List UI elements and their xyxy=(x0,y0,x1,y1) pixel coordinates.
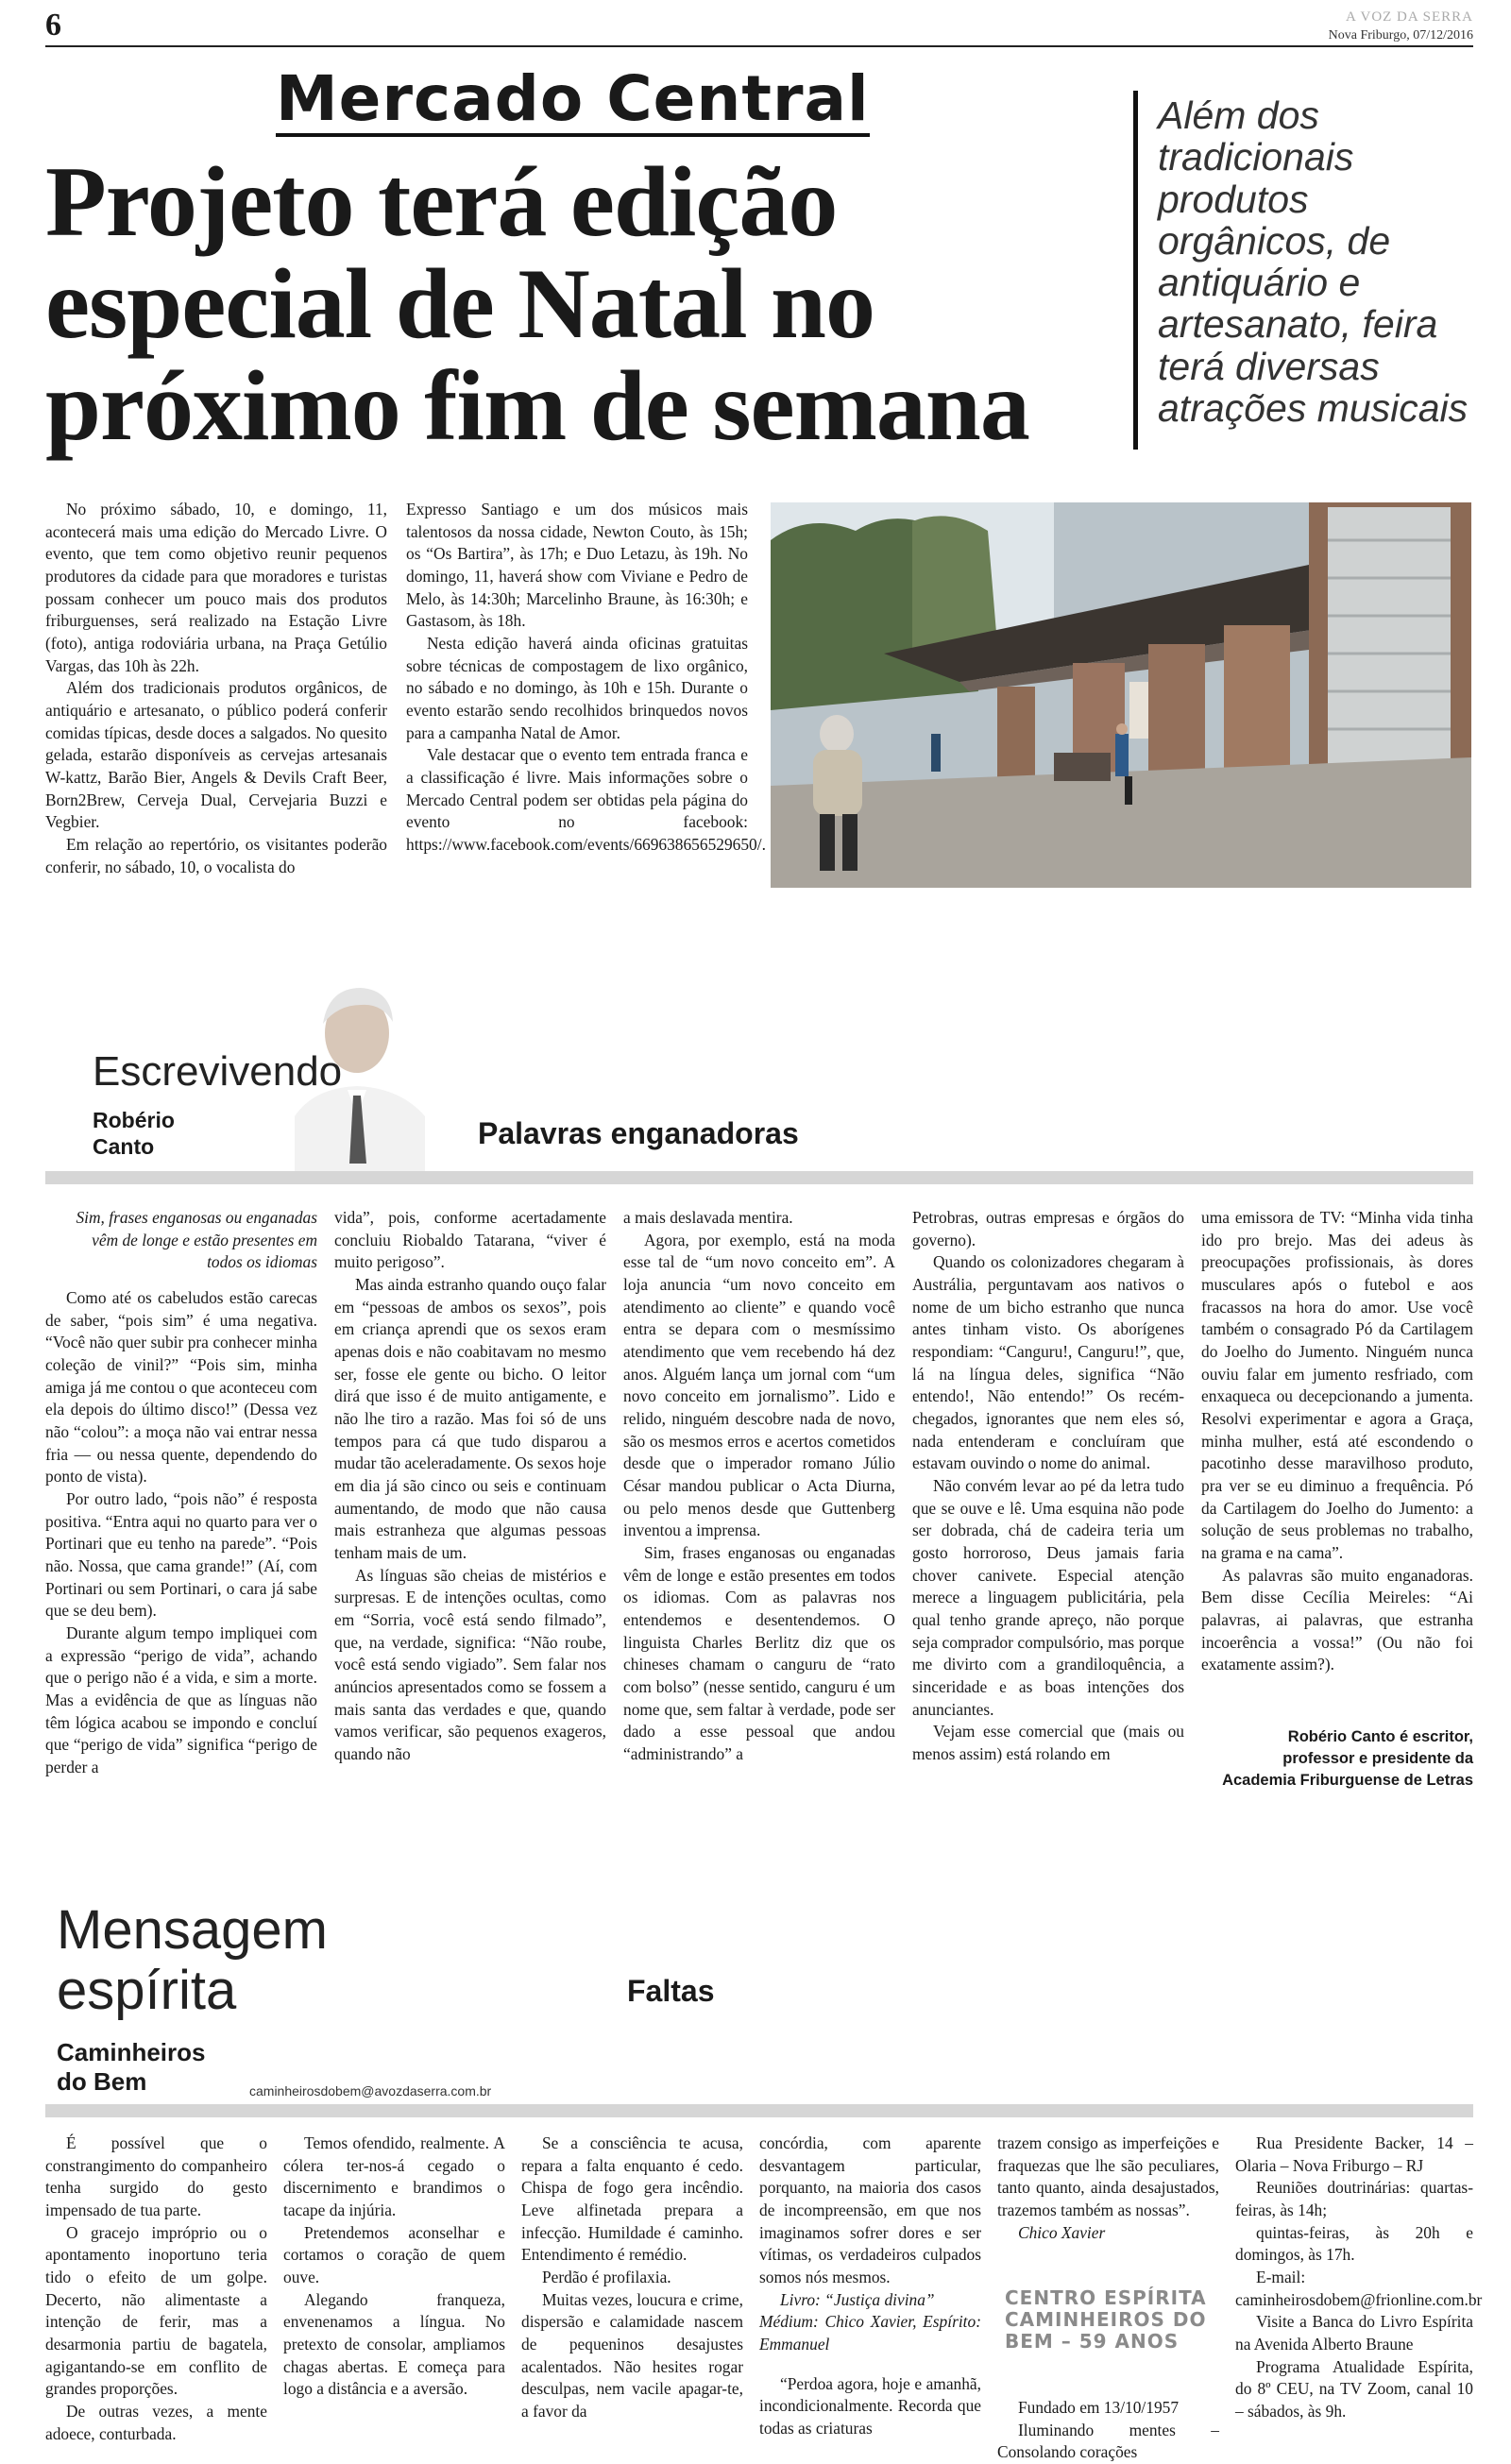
center-name: CENTRO ESPÍRITA CAMINHEIROS DO BEM – 59 ANOS xyxy=(1005,2286,1207,2353)
column2-col-1 xyxy=(45,2133,267,2445)
source-line: Médium: Chico Xavier, Espírito: Emmanuel xyxy=(759,2312,981,2354)
article-column-1 xyxy=(45,499,387,878)
paper-name: A VOZ DA SERRA xyxy=(1346,9,1473,25)
bio-line: professor e presidente da xyxy=(1282,1749,1473,1767)
column1-col-2 xyxy=(334,1207,606,1766)
paragraph: uma emissora de TV: “Minha vida tinha ido pro brejo. Mas dei adeus às preocupações profissionais, às dores musculares após o futebol e aos fracassos na hora do amor. Use você também o consagrado Pó da Cartilagem do Joelho do Jumento. Ninguém nunca ouviu falar em jumento resfriado, com enxaqueca ou decepcionando a jumenta. Resolvi experimentar e agora a Graça, minha mulher, está até escondendo o pacotinho desse maravilhoso produto, pra ver se eu diminuo a frequência. Pó da Cartilagem do Joelho do Jumento: a solução de seus problemas no trabalho, na grama e na cama”. xyxy=(1201,1208,1473,1563)
date-line: Nova Friburgo, 07/12/2016 xyxy=(1328,28,1473,42)
lead-quote: Sim, frases enganosas ou enganadas vêm de longe e estão presentes em todos os idiomas xyxy=(76,1208,317,1272)
paragraph: Se a consciência te acusa, repara a falta enquanto é cedo. Chispa de fogo gera incêndio. Leve alfinetada prepara a infecção. Humildade é caminho. Entendimento é remédio. xyxy=(521,2133,743,2265)
column2-col-4 xyxy=(759,2133,981,2440)
column-title: Palavras enganadoras xyxy=(478,1116,799,1150)
paragraph: De outras vezes, a mente adoece, conturbada. xyxy=(45,2402,267,2443)
paragraph: Pretendemos aconselhar e cortamos o coração de quem ouve. xyxy=(283,2222,505,2287)
article-photo xyxy=(771,502,1471,888)
column2-col-2 xyxy=(283,2133,505,2401)
column1-col-3 xyxy=(623,1207,895,1766)
paragraph: trazem consigo as imperfeições e fraquezas que lhe são peculiares, tanto quanto, ainda desajustados, trazemos também as nossas”. xyxy=(997,2133,1219,2220)
station-photo-image xyxy=(771,502,1471,888)
paragraph: Temos ofendido, realmente. A cólera ter-nos-á cegado o discernimento e brandimos o tacape da injúria. xyxy=(283,2133,505,2220)
article-deck: Além dos tradicionais produtos orgânicos, de antiquário e artesanato, feira terá diversas atrações musicais xyxy=(1158,93,1469,430)
paragraph: Muitas vezes, loucura e crime, dispersão e calamidade nascem de pequeninos desajustes acalentados. Não hesites rogar desculpas, nem vacile apagar-te, a favor da xyxy=(521,2289,743,2422)
deck-bar xyxy=(1133,91,1138,450)
paragraph: Petrobras, outras empresas e órgãos do governo). xyxy=(912,1208,1184,1249)
paragraph: Além dos tradicionais produtos orgânicos, de antiquário e artesanato, o público poderá conferir comidas típicas, desde doces a salgados. No quesito gelada, estarão disponíveis as cervejas artesanais W-kattz, Barão Bier, Angels & Devils Craft Beer, Born2Brew, Cerveja Dual, Cervejaria Buzzi e Vegbier. xyxy=(45,678,387,832)
source-line: Livro: “Justiça divina” xyxy=(780,2289,935,2309)
author-first-name: Robério xyxy=(93,1108,175,1132)
column-author xyxy=(57,2038,206,2097)
column1-col-1 xyxy=(45,1207,317,1779)
author-first-name: Caminheiros xyxy=(57,2038,206,2066)
paragraph: As línguas são cheias de mistérios e surpresas. E de intenções ocultas, como em “Sorria, você está sendo filmado”, que, na verdade, significa: “Não roube, você está sendo vigiado”. Sem falar nos anúncios apresentados como se fossem a mais santa das verdades e que, quando vamos verificar, são pequenos exageros, quando não xyxy=(334,1565,606,1764)
paragraph: Vejam esse comercial que (mais ou menos assim) está rolando em xyxy=(912,1722,1184,1764)
paragraph: Vale destacar que o evento tem entrada franca e a classificação é livre. Mais informações sobre o Mercado Central podem ser obtidas pela página do evento no facebook: https://www.facebook.com/events/669638656529650/. xyxy=(406,745,766,855)
paragraph: As palavras são muito enganadoras. Bem disse Cecília Meireles: “Ai palavras, ai palavras, que estranha incoerência a vossa!” (Ou não foi exatamente assim?). xyxy=(1201,1565,1473,1674)
paragraph: concórdia, com aparente desvantagem particular, porquanto, na maioria dos casos de incompreensão, em que nos imaginamos sofrer dores e ser vítimas, os verdadeiros culpados somos nós mesmos. xyxy=(759,2133,981,2287)
paragraph: Alegando franqueza, envenenamos a língua. No pretexto de consolar, ampliamos chagas abertas. E começa para logo a distância e a aversão. xyxy=(283,2289,505,2399)
paragraph: Quando os colonizadores chegaram à Austrália, perguntavam aos nativos o nome de um bicho estranho que nunca antes tinham visto. Os aborígenes respondiam: “Canguru!, Canguru!”, que, lá na língua deles, significa “Não entendo!, Não entendo!” Os recém-chegados, ignorantes que nem eles só, nada entenderam e concluíram que estavam ouvindo o nome do animal. xyxy=(912,1252,1184,1473)
paragraph: Agora, por exemplo, está na moda esse tal de “um novo conceito em”. A loja anuncia “um novo conceito em atendimento ao cliente” e quando você entra se depara com o mesmíssimo atendimento que vem recebendo há dez anos. Alguém lança um jornal com “um novo conceito em jornalismo”. Lido e relido, ninguém descobre nada de novo, são os mesmos erros e acertos cometidos desde que o imperador romano Júlio César mandou publicar o Acta Diurna, ou pelo menos desde que Guttenberg inventou a imprensa. xyxy=(623,1230,895,1540)
paragraph: Sim, frases enganosas ou enganadas vêm de longe e estão presentes em todos os idiomas. Com as palavras nos entendemos e desentendemos. O linguista Charles Berlitz diz que os chineses chamam o canguru de “rato com bolso” (nesse sentido, canguru é um nome que, sem faltar à verdade, pode ser dado a esse pessoal que andou “administrando” a xyxy=(623,1543,895,1764)
paragraph: Fundado em 13/10/1957 xyxy=(1018,2398,1180,2417)
paragraph: a mais deslavada mentira. xyxy=(623,1208,793,1227)
article-column-2 xyxy=(406,499,766,857)
paragraph: Expresso Santiago e um dos músicos mais talentosos da nossa cidade, Newton Couto, às 15h; os “Os Bartira”, às 17h; e Duo Letazu, às 19h. No domingo, 11, haverá show com Viviane e Pedro de Melo, às 14:30h; Marcelinho Braune, às 16:30h; e Gastasom, às 18h. xyxy=(406,500,748,631)
column-title: Faltas xyxy=(627,1974,715,2008)
paragraph: Nesta edição haverá ainda oficinas gratuitas sobre técnicas de compostagem de lixo orgânico, no sábado e no domingo, às 10h e 15h. Durante o evento estarão sendo recolhidos brinquedos novos para a campanha Natal de Amor. xyxy=(406,634,748,742)
paragraph: No próximo sábado, 10, e domingo, 11, acontecerá mais uma edição do Mercado Livre. O evento, que tem como objetivo reunir pequenos produtores da cidade para que moradores e turistas possam conhecer um pouco mais dos produtos friburguenses, será realizado na Estação Livre (foto), antiga rodoviária urbana, na Praça Getúlio Vargas, das 10h às 22h. xyxy=(45,500,387,675)
column2-col-3 xyxy=(521,2133,743,2423)
column1-col-4 xyxy=(912,1207,1184,1766)
paragraph: E-mail: caminheirosdobem@frionline.com.br xyxy=(1235,2268,1483,2309)
paragraph: Em relação ao repertório, os visitantes poderão conferir, no sábado, 10, o vocalista do xyxy=(45,835,387,876)
column-name: Escrevivendo xyxy=(93,1048,343,1095)
paragraph: Visite a Banca do Livro Espírita na Avenida Alberto Braune xyxy=(1235,2312,1473,2354)
bio-line: Academia Friburguense de Letras xyxy=(1222,1771,1473,1789)
paragraph: Iluminando mentes – Consolando corações xyxy=(997,2420,1219,2462)
paragraph: Como até os cabeludos estão carecas de saber, “pois sim” é uma negativa. “Você não quer subir pra conhecer minha coleção de vinil?” “Pois sim, minha amiga já me contou o que aconteceu com ela depois do último disco!” (Dessa vez não “colou”: a moça não vai entrar nessa fria — ou nessa quente, dependendo do ponto de vista). xyxy=(45,1288,317,1487)
column2-col-5-footer xyxy=(997,2397,1219,2464)
column1-col-5 xyxy=(1201,1207,1473,1676)
header-rule xyxy=(45,45,1473,47)
paragraph: Perdão é profilaxia. xyxy=(542,2268,671,2287)
paragraph: Rua Presidente Backer, 14 – Olaria – Nova Friburgo – RJ xyxy=(1235,2133,1473,2175)
paragraph: quintas-feiras, às 20h e domingos, às 17h. xyxy=(1235,2222,1473,2265)
article-headline: Projeto terá edição especial de Natal no próximo fim de semana xyxy=(45,146,1029,462)
paragraph: Mas ainda estranho quando ouço falar em “pessoas de ambos os sexos”, pois em criança aprendi que os sexos eram apenas dois e não coabitavam no mesmo ser, fosse ele gente ou bicho. O leitor dirá que isso é de muito antigamente, e não lhe tiro a razão. Mas foi só de uns tempos para cá que tudo disparou a mudar tão aceleradamente. Os sexos hoje em dia já são cinco ou seis e continuam aumentando, de modo que não causa mais estranheza que algumas pessoas tenham mais de um. xyxy=(334,1275,606,1563)
paragraph: Por outro lado, “pois não” é resposta positiva. “Entra aqui no quarto para ver o Portinari que eu tenho na parede”. “Pois não. Nossa, que cama grande!” (Aí, com Portinari ou sem Portinari, o cara já sabe que se deu bem). xyxy=(45,1489,317,1621)
author-last-name: do Bem xyxy=(57,2067,147,2097)
column2-col-6 xyxy=(1235,2133,1483,2423)
paragraph: Programa Atualidade Espírita, do 8º CEU, na TV Zoom, canal 10 – sábados, às 9h. xyxy=(1235,2356,1473,2422)
paragraph: Reuniões doutrinárias: quartas-feiras, às 14h; xyxy=(1235,2178,1473,2220)
page-number: 6 xyxy=(45,8,61,42)
author-bio xyxy=(1218,1726,1473,1791)
paragraph: O gracejo impróprio ou o apontamento inoportuno teria tido o efeito de um golpe. Decerto, não alimentaste a intenção de ferir, mas a desarmonia partiu de bagatela, agigantando-se em conflito de grandes proporções. xyxy=(45,2222,267,2399)
paragraph: Não convém levar ao pé da letra tudo que se ouve e lê. Uma esquina não pode ser dobrada, chá de cadeira teria um gosto horroroso, Deus jamais faria chover canivete. Especial atenção merece a linguagem publicitária, pela qual tenho grande apreço, não porque seja comprador compulsório, mas porque me divirto com a grandiloquência, a sinceridade e as boas intenções dos anunciantes. xyxy=(912,1476,1184,1719)
column-author xyxy=(93,1107,175,1160)
column-email: caminheirosdobem@avozdaserra.com.br xyxy=(249,2083,492,2099)
paragraph: “Perdoa agora, hoje e amanhã, incondicionalmente. Recorda que todas as criaturas xyxy=(759,2373,981,2439)
section-rule xyxy=(45,2104,1473,2117)
article-kicker: Mercado Central xyxy=(276,66,870,137)
column-name: Mensagem espírita xyxy=(57,1899,328,2021)
author-last-name: Canto xyxy=(93,1134,155,1160)
paragraph: É possível que o constrangimento do companheiro tenha surgido do gesto impensado de tua parte. xyxy=(45,2133,267,2220)
section-rule xyxy=(45,1171,1473,1184)
column2-col-5 xyxy=(997,2133,1219,2244)
paragraph: vida”, pois, conforme acertadamente concluiu Riobaldo Tatarana, “viver é muito perigoso”. xyxy=(334,1208,606,1272)
paragraph: Durante algum tempo impliquei com a expressão “perigo de vida”, achando que o perigo não é a vida, e sim a morte. Mas a evidência de que as línguas não têm lógica acabou se impondo e concluí que “perigo de vida” significa “perigo de perder a xyxy=(45,1623,317,1777)
signature: Chico Xavier xyxy=(1018,2222,1106,2242)
bio-line: Robério Canto é escritor, xyxy=(1287,1728,1473,1745)
